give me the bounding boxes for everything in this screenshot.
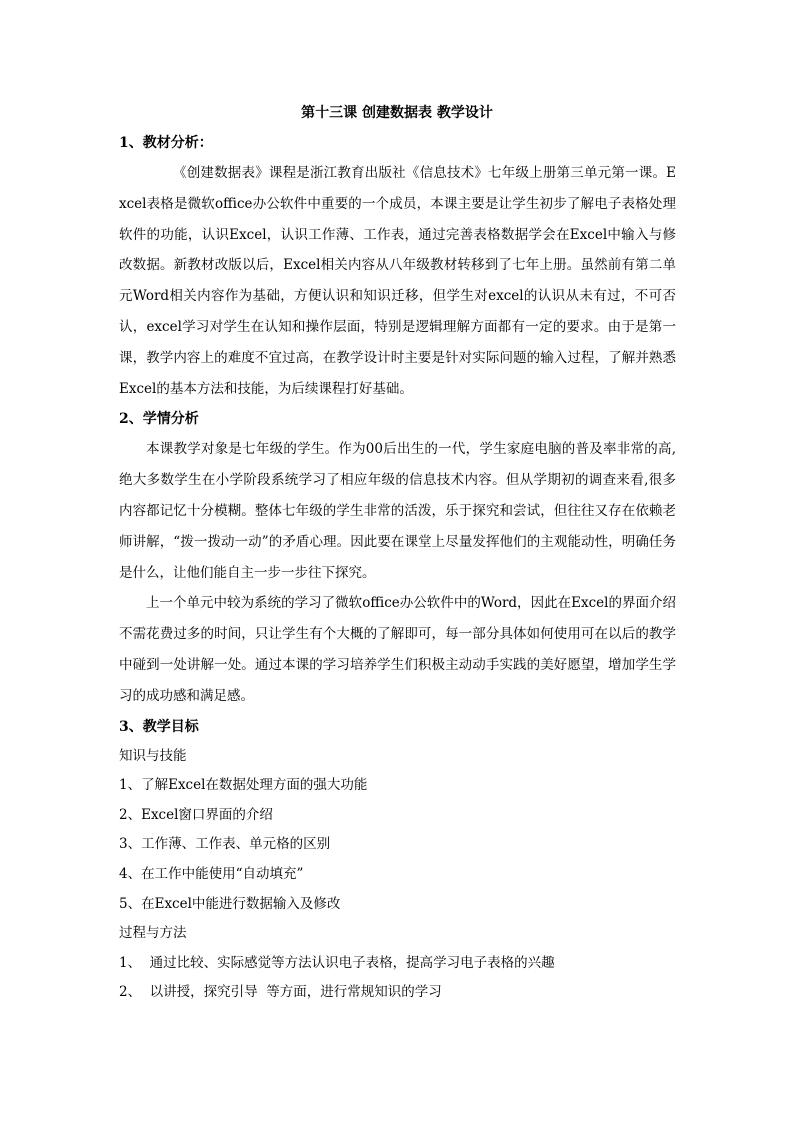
student-analysis-paragraph-2: 上一个单元中较为系统的学习了微软office办公软件中的Word，因此在Excel的界面介绍不需花费过多的时间，只让学生有个大概的了解即可，每一部分具体如何使用可在以后的教学中碰到一处讲解一处。通过本课的学习培养学生们积极主动动手实践的美好愿望，增加学生学习的成功感和满足感。	[119, 595, 676, 704]
subheading-process-methods: 过程与方法	[119, 925, 187, 942]
list-item: 2、Excel窗口界面的介绍	[119, 806, 273, 823]
student-analysis-paragraph-1: 本课教学对象是七年级的学生。作为00后出生的一代，学生家庭电脑的普及率非常的高,绝大多数学生在小学阶段系统学习了相应年级的信息技术内容。但从学期初的调查来看,很多内容都记忆十分模糊。整体七年级的学生非常的活泼，乐于探究和尝试，但往往又存在依赖老师讲解，“拨一拨动一动”的矛盾心理。因此要在课堂上尽量发挥他们的主观能动性，明确任务是什么，让他们能自主一步一步往下探究。	[119, 441, 676, 581]
section-heading-student-analysis: 2、学情分析	[119, 411, 199, 428]
document-title: 第十三课 创建数据表 教学设计	[301, 105, 493, 121]
subheading-knowledge-skills: 知识与技能	[119, 747, 187, 764]
list-item: 1、 通过比较、实际感觉等方法认识电子表格，提高学习电子表格的兴趣	[119, 954, 555, 971]
material-analysis-paragraph: 《创建数据表》课程是浙江教育出版社《信息技术》七年级上册第三单元第一课。Excel表格是微软office办公软件中重要的一个成员，本课主要是让学生初步了解电子表格处理软件的功能，认识Excel，认识工作薄、工作表，通过完善表格数据学会在Excel中输入与修改数据。新教材改版以后，Excel相关内容从八年级教材转移到了七年上册。虽然前有第二单元Word相关内容作为基础，方便认识和知识迁移，但学生对excel的认识从未有过，不可否认，excel学习对学生在认知和操作层面，特别是逻辑理解方面都有一定的要求。由于是第一课，教学内容上的难度不宜过高，在教学设计时主要是针对实际问题的输入过程，了解并熟悉Excel的基本方法和技能，为后续课程打好基础。	[119, 165, 676, 397]
section-heading-teaching-goals: 3、教学目标	[119, 718, 199, 735]
list-item: 3、工作薄、工作表、单元格的区别	[119, 836, 331, 853]
list-item: 2、 以讲授，探究引导 等方面，进行常规知识的学习	[119, 984, 442, 1001]
document-body	[119, 128, 676, 1008]
list-item: 5、在Excel中能进行数据输入及修改	[119, 895, 341, 912]
list-item: 1、了解Excel在数据处理方面的强大功能	[119, 777, 368, 794]
list-item: 4、在工作中能使用“自动填充”	[119, 865, 304, 882]
section-heading-material-analysis: 1、教材分析：	[119, 135, 213, 151]
